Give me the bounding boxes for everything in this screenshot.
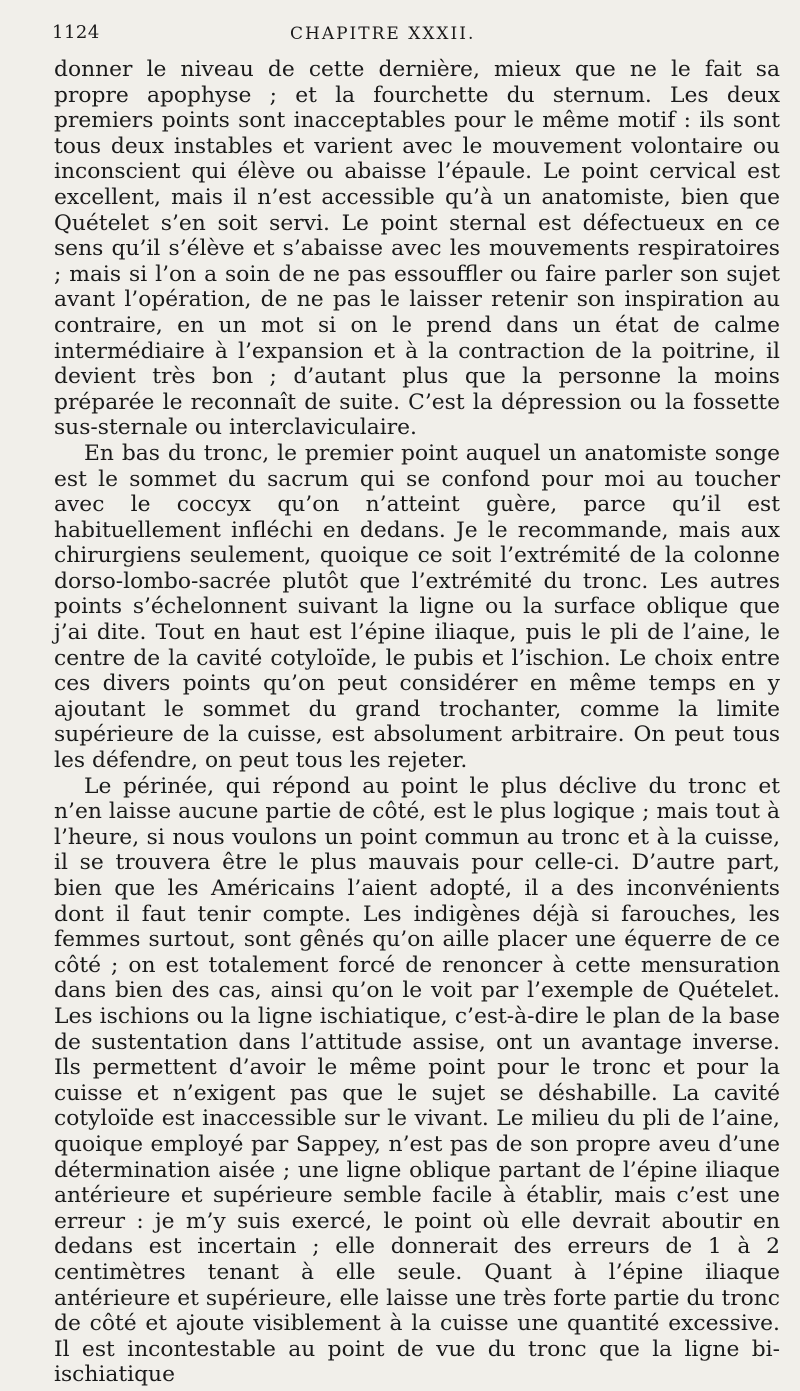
paragraph-perineum: Le périnée, qui répond au point le plus déclive du tronc et n’en laisse aucune partie de côté, est le plus logique ; mais tout à l’heure, si nous voulons un point commun au tronc et à la cuisse, il se trouvera être le plus mauvais pour celle-ci. D’autre part, bien que les Américains l’aient adopté, il a des inconvénients dont il faut tenir compte. Les indigènes déjà si farouches, les femmes surtout, sont gênés qu’on aille placer une équerre de ce côté ; on est totalement forcé de renoncer à cette mensuration dans bien des cas, ainsi qu’on le voit par l’exemple de Quételet. Les ischions ou la ligne ischiatique, c’est-à-dire le plan de la base de sustentation dans l’attitude assise, ont un avantage inverse. Ils permettent d’avoir le même point pour le tronc et pour la cuisse et n’exigent pas que le sujet se déshabille. La cavité cotyloïde est inaccessible sur le vivant. Le milieu du pli de l’aine, quoique employé par Sappey, n’est pas de son propre aveu d’une détermination aisée ; une ligne oblique partant de l’épine iliaque antérieure et supérieure semble facile à établir, mais c’est une erreur : je m’y suis exercé, le point où elle devrait aboutir en dedans est incertain ; elle donnerait des erreurs de 1 à 2 centimètres tenant à elle seule. Quant à l’épine iliaque antérieure et supérieure, elle laisse une très forte partie du tronc de côté et ajoute visiblement à la cuisse une quantité excessive. Il est incontestable au point de vue du tronc que la ligne bi-ischiatique (54, 773, 780, 1388)
body-text (54, 57, 780, 1388)
chapter-title: CHAPITRE XXXII. (290, 24, 476, 44)
paragraph-continued: donner le niveau de cette dernière, mieux que ne le fait sa propre apophyse ; et la fourchette du sternum. Les deux premiers points sont inacceptables pour le même motif : ils sont tous deux instables et varient avec le mouvement volontaire ou inconscient qui élève ou abaisse l’épaule. Le point cervical est excellent, mais il n’est accessible qu’à un anatomiste, bien que Quételet s’en soit servi. Le point sternal est défectueux en ce sens qu’il s’élève et s’abaisse avec les mouvements respiratoires ; mais si l’on a soin de ne pas essouffler ou faire parler son sujet avant l’opération, de ne pas le laisser retenir son inspiration au contraire, en un mot si on le prend dans un état de calme intermédiaire à l’expansion et à la contraction de la poitrine, il devient très bon ; d’autant plus que la personne la moins préparée le reconnaît de suite. C’est la dépression ou la fossette sus-sternale ou interclaviculaire. (54, 57, 780, 441)
book-page (0, 22, 800, 1391)
paragraph-trunk-lower-points: En bas du tronc, le premier point auquel un anatomiste songe est le sommet du sacrum qui se confond pour moi au toucher avec le coccyx qu’on n’atteint guère, parce qu’il est habituellement infléchi en dedans. Je le recommande, mais aux chirurgiens seulement, quoique ce soit l’extrémité de la colonne dorso-lombo-sacrée plutôt que l’extrémité du tronc. Les autres points s’échelonnent suivant la ligne ou la surface oblique que j’ai dite. Tout en haut est l’épine iliaque, puis le pli de l’aine, le centre de la cavité cotyloïde, le pubis et l’ischion. Le choix entre ces divers points qu’on peut considérer en même temps en y ajoutant le sommet du grand trochanter, comme la limite supérieure de la cuisse, est absolument arbitraire. On peut tous les défendre, on peut tous les rejeter. (54, 440, 780, 774)
page-number: 1124 (52, 22, 100, 43)
running-header (54, 22, 780, 62)
